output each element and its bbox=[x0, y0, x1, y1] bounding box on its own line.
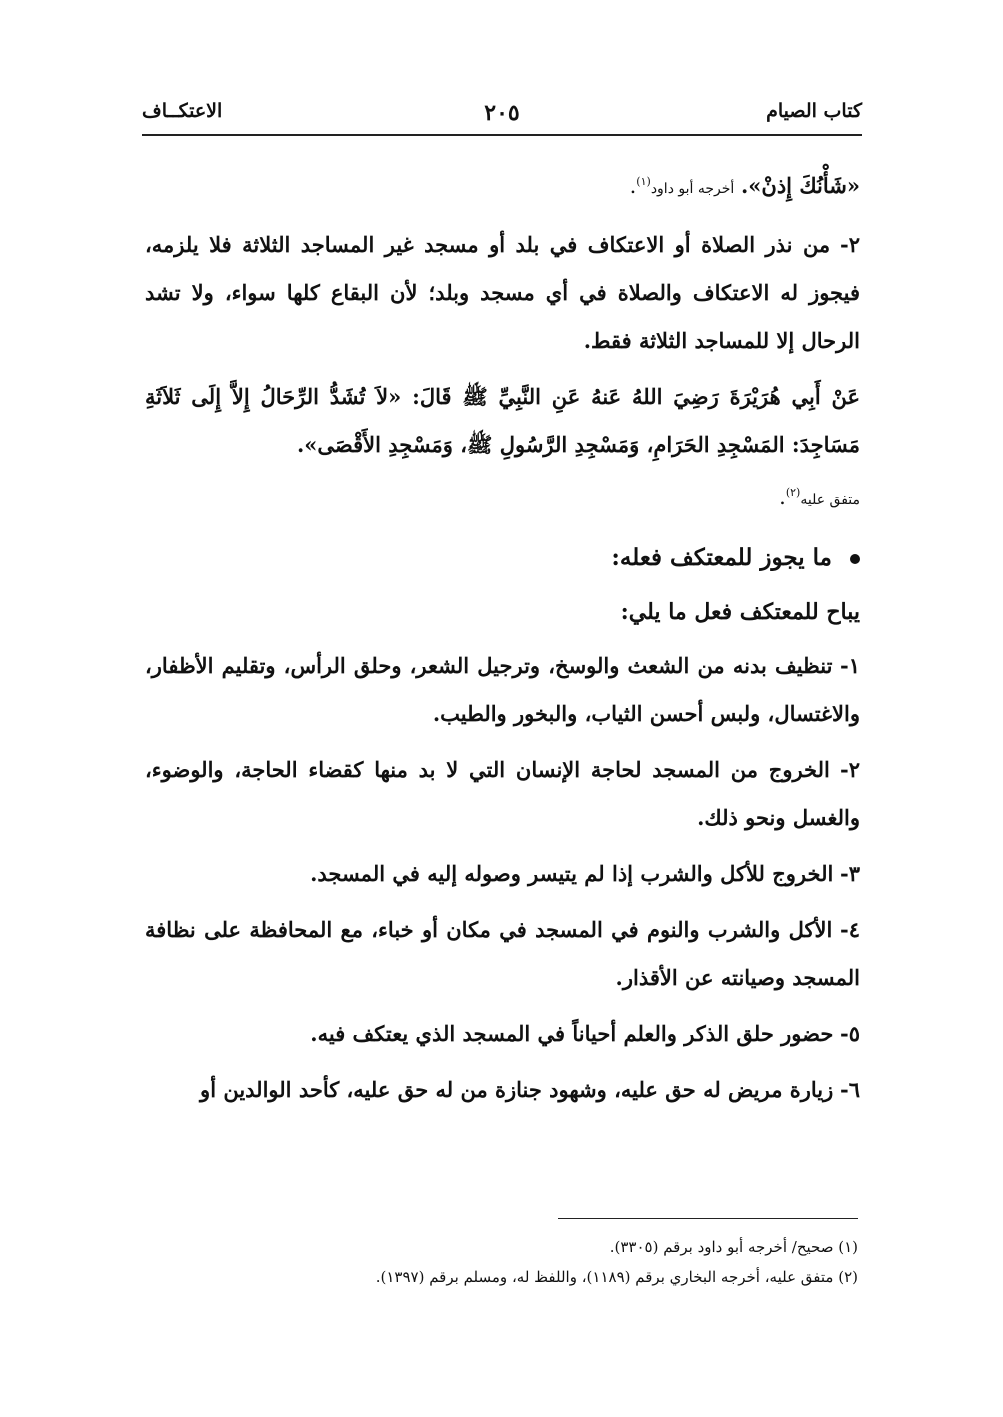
item-number: ٣- bbox=[840, 861, 860, 886]
book-title: كتاب الصيام bbox=[766, 100, 862, 122]
list-item bbox=[145, 1010, 860, 1058]
page-header bbox=[142, 100, 862, 130]
item-text: زيارة مريض له حق عليه، وشهود جنازة من له حق عليه، كأحد الوالدين أو bbox=[200, 1077, 834, 1102]
item-number: ٥- bbox=[840, 1021, 860, 1046]
list-item bbox=[145, 642, 860, 738]
list-item bbox=[145, 221, 860, 365]
item-text: الخروج من المسجد لحاجة الإنسان التي لا بد منها كقضاء الحاجة، والوضوء، والغسل ونحو ذلك. bbox=[145, 757, 860, 830]
item-number: ٢- bbox=[840, 757, 860, 782]
item-number: ٢- bbox=[840, 232, 860, 257]
footnote-marker: (٢) bbox=[785, 486, 801, 499]
footnote: (٢) متفق عليه، أخرجه البخاري برقم (١١٨٩)، واللفظ له، ومسلم برقم (١٣٩٧). bbox=[375, 1268, 858, 1286]
footnote: (١) صحيح/ أخرجه أبو داود برقم (٣٣٠٥). bbox=[609, 1238, 858, 1256]
footnote-marker: (١) bbox=[636, 175, 651, 188]
item-number: ٦- bbox=[840, 1077, 860, 1102]
item-text: من نذر الصلاة أو الاعتكاف في بلد أو مسجد غير المساجد الثلاثة فلا يلزمه، فيجوز له الاعتكاف والصلاة في أي مسجد وبلد؛ لأن البقاع كلها سواء، ولا تشد الرحال إلا للمساجد الثلاثة فقط. bbox=[145, 232, 860, 353]
item-text: الخروج للأكل والشرب إذا لم يتيسر وصوله إليه في المسجد. bbox=[310, 861, 834, 886]
list-item bbox=[145, 850, 860, 898]
item-text: تنظيف بدنه من الشعث والوسخ، وترجيل الشعر، وحلق الرأس، وتقليم الأظفار، والاغتسال، ولبس أحسن الثياب، والبخور والطيب. bbox=[145, 653, 860, 726]
list-item bbox=[145, 906, 860, 1002]
footnotes bbox=[143, 1232, 858, 1292]
section-heading-text: ما يجوز للمعتكف فعله: bbox=[611, 544, 832, 571]
subheading: يباح للمعتكف فعل ما يلي: bbox=[620, 599, 860, 625]
section-heading bbox=[145, 534, 860, 582]
item-text: الأكل والشرب والنوم في المسجد في مكان أو خباء، مع المحافظة على نظافة المسجد وصيانته عن الأقذار. bbox=[145, 917, 860, 990]
hadith-quote: «شَأْنُكَ إِذنْ». bbox=[740, 173, 860, 198]
item-number: ١- bbox=[840, 653, 860, 678]
hadith-text: عَنْ أَبِي هُرَيْرَةَ رَضِيَ اللهُ عَنهُ عَنِ النَّبِيِّ ﷺ قَالَ: «لاَ تُشَدُّ الرِّحَالُ إِلاَّ إِلَى ثَلاَثَةِ مَسَاجِدَ: المَسْجِدِ الحَرَامِ، وَمَسْجِدِ الرَّسُولِ ﷺ، وَمَسْجِدِ الأَقْصَى». bbox=[145, 384, 860, 457]
main-content bbox=[145, 158, 860, 1122]
item-number: ٤- bbox=[840, 917, 860, 942]
hadith-paragraph: عَنْ أَبِي هُرَيْرَةَ رَضِيَ اللهُ عَنهُ عَنِ النَّبِيِّ ﷺ قَالَ: «لاَ تُشَدُّ الرِّحَالُ إِلاَّ إِلَى ثَلاَثَةِ مَسَاجِدَ: المَسْجِدِ الحَرَامِ، وَمَسْجِدِ الرَّسُولِ ﷺ، وَمَسْجِدِ الأَقْصَى». متفق عليه$^{(٢)}$. bbox=[145, 384, 860, 509]
continuation-line: «شَأْنُكَ إِذنْ». أخرجه أبو داود$^{(١)}$. bbox=[629, 173, 860, 198]
permitted-list bbox=[145, 642, 860, 1114]
header-divider bbox=[142, 134, 862, 136]
reference-text: أخرجه أبو داود bbox=[650, 181, 735, 197]
list-item bbox=[145, 1066, 860, 1114]
page-number: ٢٠٥ bbox=[484, 100, 520, 126]
bullet-icon bbox=[850, 554, 860, 564]
chapter-title: الاعتكــاف bbox=[142, 100, 223, 122]
footnote-divider bbox=[558, 1218, 858, 1219]
list-item bbox=[145, 746, 860, 842]
item-text: حضور حلق الذكر والعلم أحياناً في المسجد الذي يعتكف فيه. bbox=[310, 1021, 834, 1046]
hadith-reference: متفق عليه bbox=[800, 492, 860, 508]
